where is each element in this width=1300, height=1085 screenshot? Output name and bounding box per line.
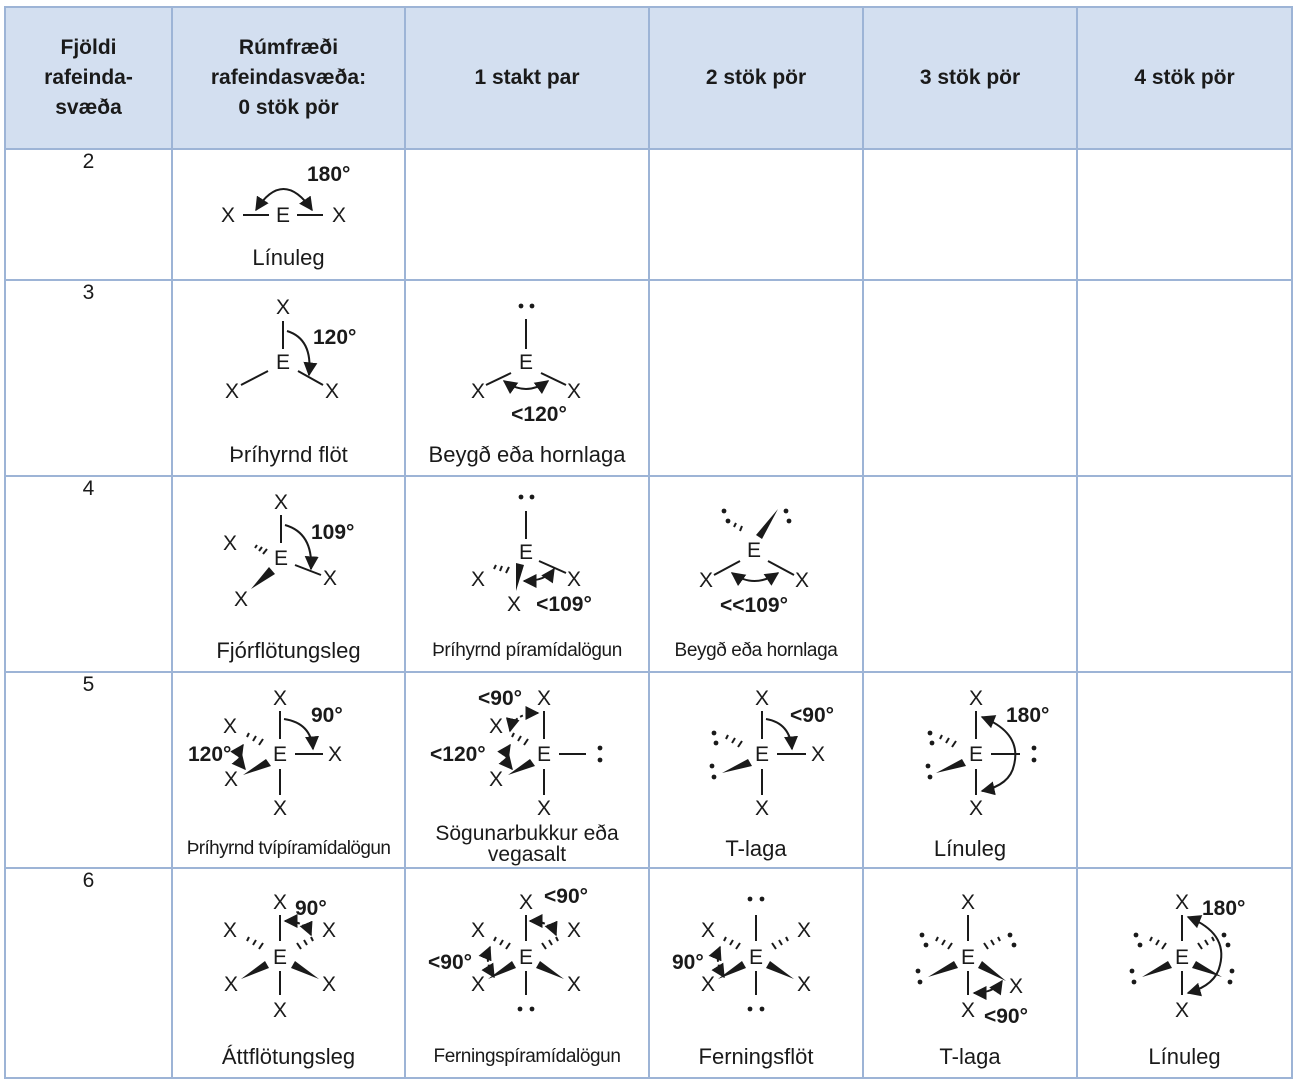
vsepr-table	[4, 6, 1293, 1079]
shape-name: Beygð eða hornlaga	[674, 640, 838, 661]
atom-x: X	[960, 891, 976, 914]
empty-cell	[863, 280, 1077, 476]
shape-name: Áttflötungsleg	[221, 1044, 356, 1069]
angle-label: <90°	[790, 704, 835, 727]
shape-cell	[172, 280, 405, 476]
atom-x: X	[698, 569, 714, 592]
header-3-lone-pairs: 3 stök pör	[919, 66, 1021, 89]
header-regions: Fjöldi rafeinda- svæða	[44, 36, 133, 119]
atom-x: X	[794, 569, 810, 592]
atom-x: X	[222, 532, 238, 555]
shape-name: T-laga	[939, 1044, 1001, 1069]
shape-cell	[649, 672, 863, 868]
atom-x: X	[327, 743, 343, 766]
shape-cell	[863, 672, 1077, 868]
atom-x: X	[222, 715, 238, 738]
atom-x: X	[272, 891, 288, 914]
shape-cell	[405, 280, 649, 476]
table-row	[5, 149, 1292, 280]
shape-cell	[172, 476, 405, 672]
angle-label: 90°	[672, 951, 704, 974]
atom-x: X	[960, 999, 976, 1022]
atom-x: X	[322, 567, 338, 590]
empty-cell	[405, 149, 649, 280]
atom-x: X	[488, 715, 504, 738]
angle-label: <<109°	[720, 594, 788, 617]
empty-cell	[649, 280, 863, 476]
table-row	[5, 476, 1292, 672]
header-cell	[405, 7, 649, 149]
atom-x: X	[566, 380, 582, 403]
header-cell	[649, 7, 863, 149]
atom-x: X	[968, 797, 984, 820]
shape-name: Línuleg	[252, 245, 325, 270]
header-cell	[5, 7, 172, 149]
header-cell	[863, 7, 1077, 149]
atom-x: X	[321, 919, 337, 942]
atom-e: E	[960, 946, 976, 969]
shape-cell	[649, 868, 863, 1078]
atom-e: E	[746, 539, 762, 562]
atom-e: E	[518, 351, 534, 374]
shape-name: Þríhyrnd flöt	[229, 442, 348, 467]
shape-cell	[405, 672, 649, 868]
angle-label: <120°	[430, 743, 486, 766]
header-0-lone-pairs: Rúmfræði rafeindasvæða: 0 stök pör	[210, 36, 367, 119]
row-label: 6	[5, 868, 172, 1078]
atom-x: X	[566, 568, 582, 591]
atom-e: E	[748, 946, 764, 969]
atom-e: E	[273, 547, 289, 570]
empty-cell	[1077, 149, 1292, 280]
shape-name: Þríhyrnd píramídalögun	[432, 640, 622, 661]
shape-cell	[172, 149, 405, 280]
angle-label: 120°	[188, 743, 232, 766]
atom-x: X	[1008, 975, 1024, 998]
shape-name: Ferningspíramídalögun	[433, 1046, 621, 1067]
atom-e: E	[272, 946, 288, 969]
shape-cell	[172, 868, 405, 1078]
row-label: 2	[5, 149, 172, 280]
angle-label: 180°	[1006, 704, 1050, 727]
atom-x: X	[506, 593, 522, 616]
atom-x: X	[754, 797, 770, 820]
atom-x: X	[470, 919, 486, 942]
atom-x: X	[233, 588, 249, 611]
atom-x: X	[470, 380, 486, 403]
header-cell	[1077, 7, 1292, 149]
atom-x: X	[222, 919, 238, 942]
table-row	[5, 672, 1292, 868]
shape-name: Sögunarbukkur eða vegasalt	[435, 822, 619, 866]
shape-cell	[405, 868, 649, 1078]
atom-x: X	[224, 380, 240, 403]
empty-cell	[863, 149, 1077, 280]
atom-e: E	[518, 946, 534, 969]
atom-x: X	[566, 973, 582, 996]
shape-cell	[863, 868, 1077, 1078]
atom-e: E	[272, 743, 288, 766]
angle-label: <90°	[983, 1005, 1029, 1028]
empty-cell	[649, 149, 863, 280]
angle-label: 180°	[1202, 897, 1246, 920]
atom-x: X	[968, 687, 984, 710]
angle-label: 120°	[313, 326, 357, 349]
shape-name: Fjórflötungsleg	[216, 638, 361, 663]
atom-e: E	[275, 351, 291, 374]
angle-label: <90°	[428, 951, 473, 974]
atom-x: X	[536, 797, 552, 820]
atom-x: X	[796, 973, 812, 996]
atom-e: E	[275, 204, 291, 227]
angle-label: 90°	[311, 704, 343, 727]
shape-name: T-laga	[725, 836, 787, 861]
shape-name: Línuleg	[1148, 1044, 1221, 1069]
atom-x: X	[275, 296, 291, 319]
empty-cell	[1077, 476, 1292, 672]
atom-x: X	[1174, 891, 1190, 914]
header-2-lone-pairs: 2 stök pör	[705, 66, 807, 89]
atom-x: X	[566, 919, 582, 942]
atom-x: X	[272, 797, 288, 820]
atom-e: E	[518, 541, 534, 564]
atom-x: X	[1174, 999, 1190, 1022]
empty-cell	[863, 476, 1077, 672]
angle-label: 180°	[307, 163, 351, 186]
row-label: 4	[5, 476, 172, 672]
header-cell	[172, 7, 405, 149]
angle-label: 109°	[311, 521, 355, 544]
atom-x: X	[272, 999, 288, 1022]
atom-x: X	[331, 204, 347, 227]
angle-label: 90°	[295, 897, 327, 920]
atom-e: E	[754, 743, 770, 766]
atom-x: X	[223, 768, 239, 791]
header-1-lone-pair: 1 stakt par	[474, 66, 580, 89]
empty-cell	[1077, 672, 1292, 868]
atom-x: X	[810, 743, 826, 766]
atom-x: X	[470, 973, 486, 996]
header-4-lone-pairs: 4 stök pör	[1134, 66, 1235, 89]
shape-name: Línuleg	[933, 836, 1007, 861]
atom-x: X	[273, 491, 289, 514]
angle-label: <90°	[544, 885, 589, 908]
row-label: 5	[5, 672, 172, 868]
atom-x: X	[700, 973, 716, 996]
empty-cell	[1077, 280, 1292, 476]
shape-cell	[172, 672, 405, 868]
atom-x: X	[796, 919, 812, 942]
shape-name: Ferningsflöt	[698, 1044, 814, 1069]
shape-cell	[405, 476, 649, 672]
row-label: 3	[5, 280, 172, 476]
shape-cell	[1077, 868, 1292, 1078]
atom-x: X	[470, 568, 486, 591]
atom-x: X	[754, 687, 770, 710]
atom-x: X	[223, 973, 239, 996]
atom-x: X	[321, 973, 337, 996]
atom-x: X	[488, 768, 504, 791]
atom-e: E	[536, 743, 552, 766]
table-row	[5, 280, 1292, 476]
atom-x: X	[272, 687, 288, 710]
table-row	[5, 868, 1292, 1078]
atom-e: E	[1174, 946, 1190, 969]
atom-x: X	[700, 919, 716, 942]
atom-x: X	[518, 891, 534, 914]
atom-x: X	[220, 204, 236, 227]
atom-x: X	[324, 380, 340, 403]
angle-label: <120°	[511, 403, 567, 426]
shape-name: Þríhyrnd tvípíramídalögun	[186, 838, 391, 859]
shape-cell	[649, 476, 863, 672]
angle-label: <90°	[478, 687, 523, 710]
shape-name: Beygð eða hornlaga	[428, 442, 626, 467]
angle-label: <109°	[536, 593, 592, 616]
atom-e: E	[968, 743, 984, 766]
atom-x: X	[536, 687, 552, 710]
